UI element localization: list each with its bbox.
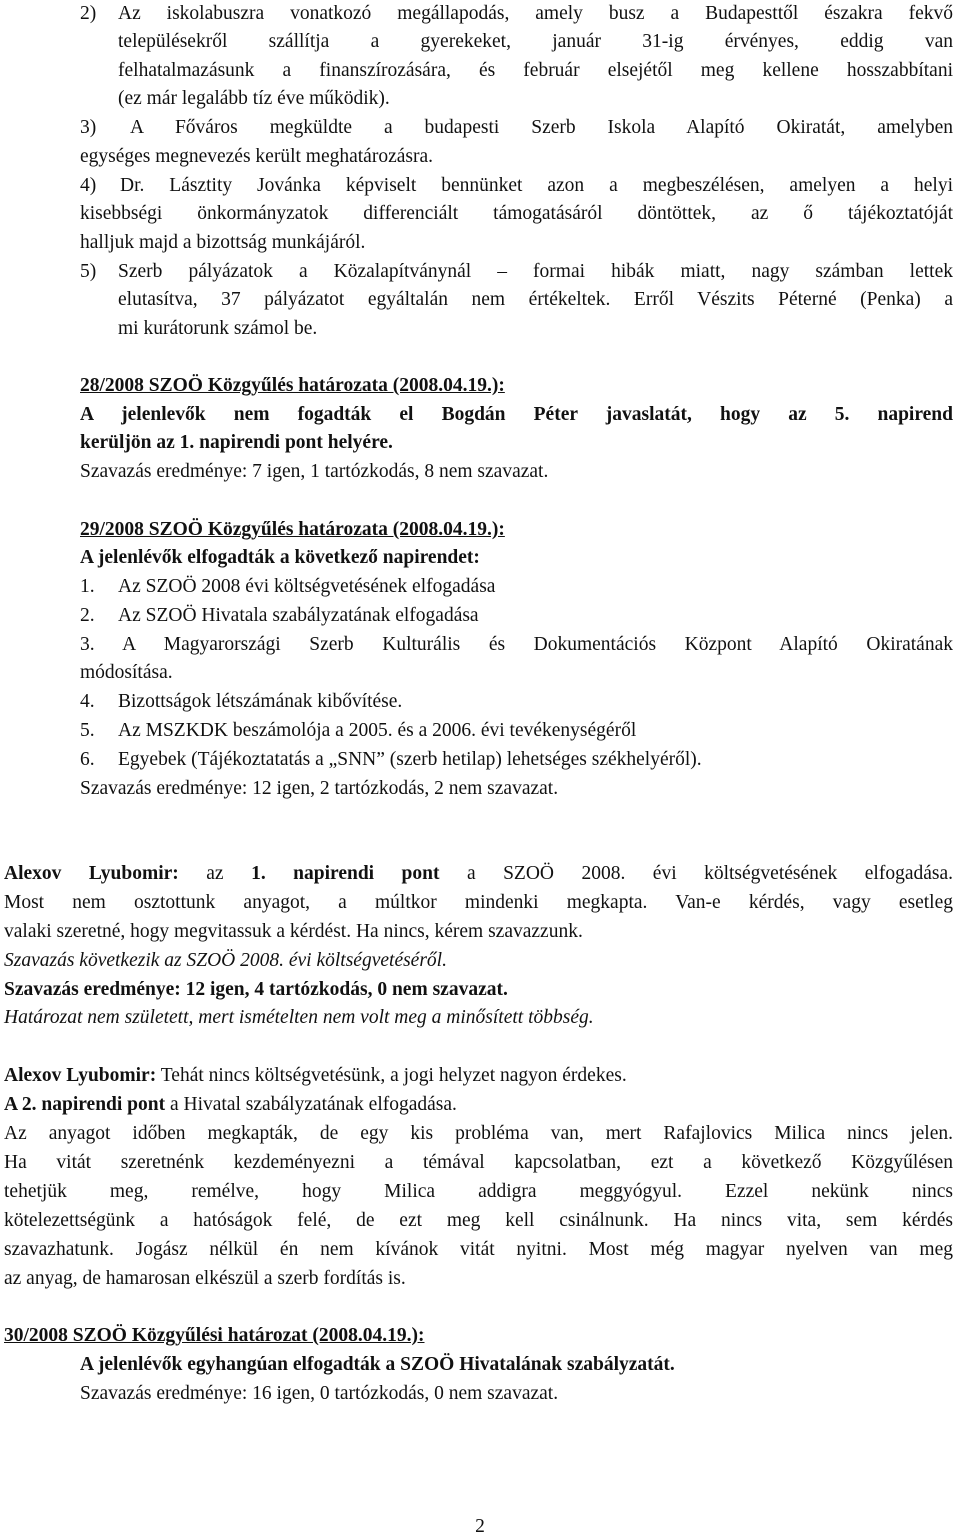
item-3-number: 3)	[80, 117, 97, 138]
item-3-line-1: A Főváros megküldte a budapesti Szerb Iskola Alapító Okiratát, amelyben	[130, 117, 953, 138]
item-2-line-3: felhatalmazásunk a finanszírozására, és február elsejétől meg kellene hosszabbítani	[118, 60, 953, 81]
speaker-name: Alexov Lyubomir:	[4, 863, 179, 884]
speech-1-no-decision: Határozat nem született, mert ismételten nem volt meg a minősített többség.	[4, 1007, 594, 1028]
agenda-item-3-continued: módosítása.	[80, 662, 173, 683]
agenda-item-6: 6. Egyebek (Tájékoztatatás a „SNN” (szerb hetilap) lehetséges székhelyéről).	[80, 749, 702, 770]
item-2-line-4: (ez már legalább tíz éve működik).	[118, 88, 390, 109]
item-3-line-2: egységes megnevezés került meghatározásra.	[80, 146, 433, 167]
agenda-item-5: 5. Az MSZKDK beszámolója a 2005. és a 2006. évi tevékenységéről	[80, 720, 637, 741]
item-4-line-2: kisebbségi önkormányzatok differenciált támogatásáról döntöttek, az ő tájékoztatóját	[80, 203, 953, 224]
item-5-line-2: elutasítva, 37 pályázatot egyáltalán nem értékeltek. Erről Vészits Péterné (Penka) a	[118, 289, 953, 310]
page-number: 2	[475, 1516, 485, 1537]
speech-1-line-1: Alexov Lyubomir: az 1. napirendi pont a SZOÖ 2008. évi költségvetésének elfogadása.	[4, 863, 954, 884]
speaker-name: Alexov Lyubomir:	[4, 1065, 157, 1086]
resolution-30-title: 30/2008 SZOÖ Közgyűlési határozat (2008.04.19.):	[4, 1325, 425, 1346]
item-2-number: 2)	[80, 3, 97, 24]
resolution-29-title: 29/2008 SZOÖ Közgyűlés határozata (2008.04.19.):	[80, 519, 505, 540]
item-2-line-1: Az iskolabuszra vonatkozó megállapodás, amely busz a Budapesttől északra fekvő	[118, 3, 953, 24]
item-5-number: 5)	[80, 261, 97, 282]
item-4-line-3: halljuk majd a bizottság munkájáról.	[80, 232, 366, 253]
agenda-item-3: 3. A Magyarországi Szerb Kulturális és Dokumentációs Központ Alapító Okiratának	[80, 634, 953, 655]
agenda-item-1: 1. Az SZOÖ 2008 évi költségvetésének elfogadása	[80, 576, 496, 597]
agenda-item-4: 4. Bizottságok létszámának kibővítése.	[80, 691, 403, 712]
speech-1-vote-result: Szavazás eredménye: 12 igen, 4 tartózkodás, 0 nem szavazat.	[4, 979, 508, 1000]
speech-2-line-1: Alexov Lyubomir: Tehát nincs költségvetésünk, a jogi helyzet nagyon érdekes.	[4, 1065, 627, 1086]
item-2-line-2: településekről szállítja a gyerekeket, január 31-ig érvényes, eddig van	[118, 31, 953, 52]
resolution-28-vote: Szavazás eredménye: 7 igen, 1 tartózkodás, 8 nem szavazat.	[80, 461, 549, 482]
speech-2-line-2: A 2. napirendi pont a Hivatal szabályzatának elfogadása.	[4, 1094, 457, 1115]
speech-2-line-6: kötelezettségünk a hatóságok felé, de ezt meg kell csinálnunk. Ha nincs vita, sem kérdés	[4, 1210, 953, 1231]
speech-1-line-4: Szavazás következik az SZOÖ 2008. évi költségvetéséről.	[4, 950, 447, 971]
resolution-28-title: 28/2008 SZOÖ Közgyűlés határozata (2008.04.19.):	[80, 375, 505, 396]
item-5-line-1: Szerb pályázatok a Közalapítványnál – formai hibák miatt, nagy számban lettek	[118, 261, 953, 282]
resolution-30-line-1: A jelenlévők egyhangúan elfogadták a SZOÖ Hivatalának szabályzatát.	[80, 1354, 675, 1375]
resolution-29-vote: Szavazás eredménye: 12 igen, 2 tartózkodás, 2 nem szavazat.	[80, 778, 559, 799]
item-4-number: 4)	[80, 175, 97, 196]
speech-2-line-7: szavazhatunk. Jogász nélkül én nem kívánok vitát nyitni. Most még magyar nyelven van meg	[4, 1239, 953, 1260]
speech-2-line-5: tehetjük meg, remélve, hogy Milica addigra meggyógyul. Ezzel nekünk nincs	[4, 1181, 953, 1202]
speech-1-line-3: valaki szeretné, hogy megvitassuk a kérdést. Ha nincs, kérem szavazzunk.	[4, 921, 583, 942]
agenda-item-2: 2. Az SZOÖ Hivatala szabályzatának elfogadása	[80, 605, 479, 626]
item-4-line-1: Dr. Lásztity Jovánka képviselt bennünket azon a megbeszélésen, amelyen a helyi	[120, 175, 953, 196]
resolution-28-line-1: A jelenlevők nem fogadták el Bogdán Péter javaslatát, hogy az 5. napirend	[80, 404, 953, 425]
resolution-29-intro: A jelenlévők elfogadták a következő napirendet:	[80, 547, 480, 568]
resolution-30-vote: Szavazás eredménye: 16 igen, 0 tartózkodás, 0 nem szavazat.	[80, 1383, 559, 1404]
speech-2-line-8: az anyag, de hamarosan elkészül a szerb fordítás is.	[4, 1268, 406, 1289]
speech-1-line-2: Most nem osztottunk anyagot, a múltkor mindenki megkapta. Van-e kérdés, vagy esetleg	[4, 892, 953, 913]
speech-2-line-4: Ha vitát szeretnénk kezdeményezni a témával kapcsolatban, ezt a következő Közgyűlésen	[4, 1152, 953, 1173]
speech-2-line-3: Az anyagot időben megkapták, de egy kis probléma van, mert Rafajlovics Milica nincs jelen.	[4, 1123, 953, 1144]
resolution-28-line-2: kerüljön az 1. napirendi pont helyére.	[80, 432, 393, 453]
item-5-line-3: mi kurátorunk számol be.	[118, 318, 318, 339]
